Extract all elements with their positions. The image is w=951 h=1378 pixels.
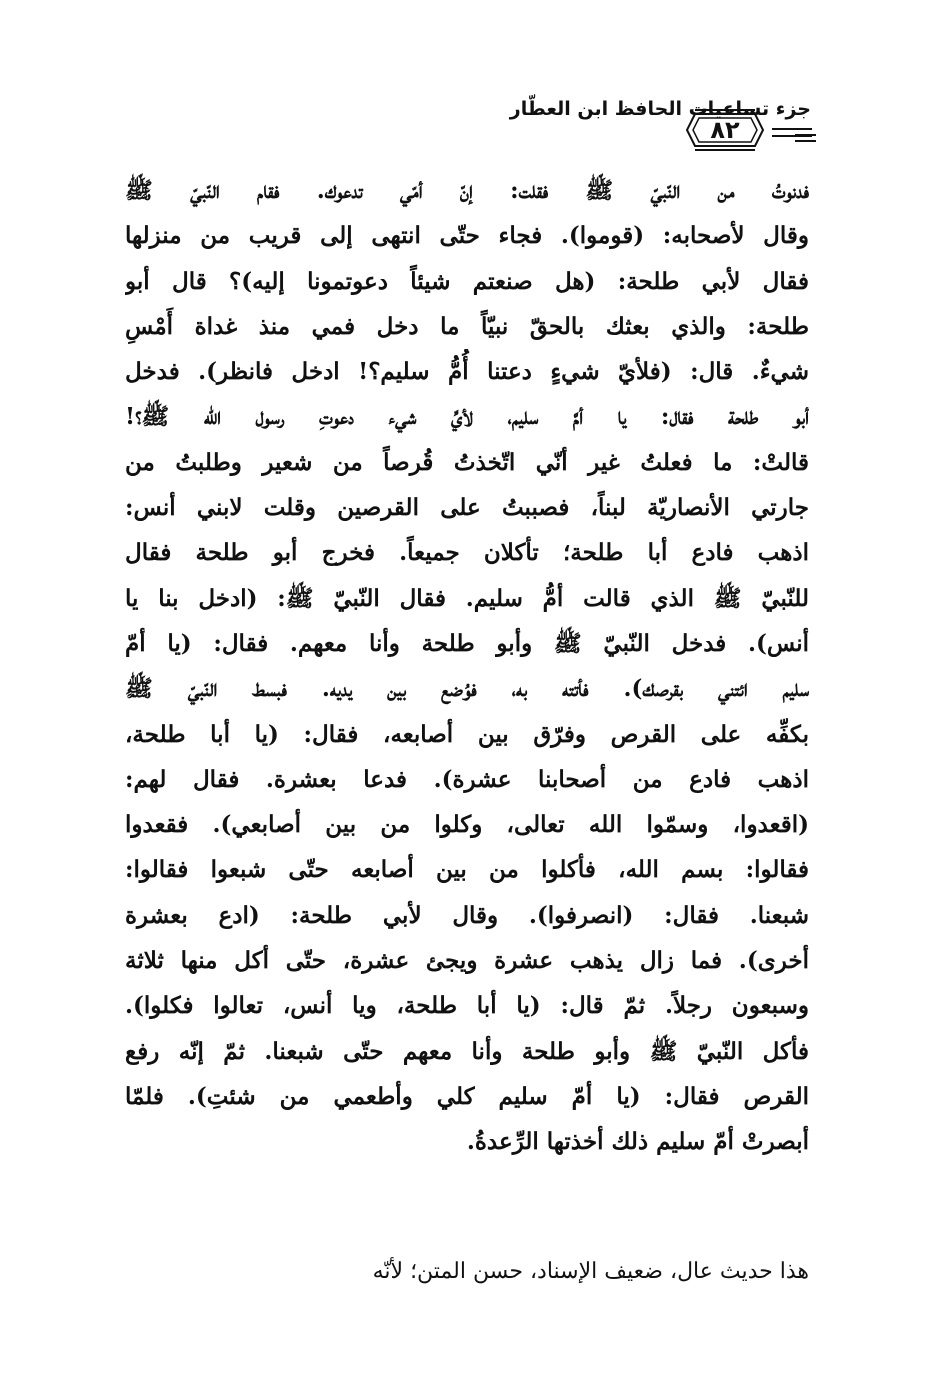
text-line: أخرى). فما زال يذهب عشرة ويجئ عشرة، حتّى أكل منها ثلاثة <box>125 947 809 975</box>
text-line: قالتْ: ما فعلتُ غير أنّي اتّخذتُ قُرصاً من شعير وطلبتُ من <box>125 448 809 476</box>
page-number-frame <box>685 108 765 152</box>
text-line: شيءٌ. قال: (فلأيّ شيءٍ دعتنا أُمُّ سليم؟! ادخل فانظر). فدخل <box>125 358 809 386</box>
text-line: سليم ائتني بقرصك). فأتته به، فوُضع بين يديه. فبسط النّبيّ ﷺ <box>125 675 809 703</box>
page-header <box>0 90 951 160</box>
commentary-line: هذا حديث عال، ضعيف الإسناد، حسن المتن؛ لأنّه <box>372 1259 809 1284</box>
text-line: طلحة: والذي بعثك بالحقّ نبيّاً ما دخل فمي منذ غداة أَمْسِ <box>125 312 809 340</box>
text-line: اذهب فادع من أصحابنا عشرة). فدعا بعشرة. فقال لهم: <box>125 765 809 793</box>
text-line: وقال لأصحابه: (قوموا). فجاء حتّى انتهى إلى قريب من منزلها <box>125 222 809 250</box>
page-number: ٨٢ <box>710 116 740 144</box>
header-side-rule <box>772 128 812 130</box>
main-text <box>125 168 809 1165</box>
text-line: جارتي الأنصاريّة لبناً، فصببتُ على القرصين وقلت لابني أنس: <box>125 494 809 522</box>
text-line: وسبعون رجلاً. ثمّ قال: (يا أبا طلحة، ويا أنس، تعالوا فكلوا). <box>125 992 809 1020</box>
running-title: جزء تساعيات الحافظ ابن العطّار <box>509 98 811 120</box>
text-line: بكفِّه على القرص وفرّق بين أصابعه، فقال: (يا أبا طلحة، <box>125 720 809 748</box>
text-line: فأكل النّبيّ ﷺ وأبو طلحة وأنا معهم حتّى شبعنا. ثمّ إنّه رفع <box>125 1037 809 1065</box>
text-line: أبصرتْ أمّ سليم ذلك أخذتها الرِّعدةُ. <box>466 1128 809 1156</box>
text-line: فقال لأبي طلحة: (هل صنعتم شيئاً دعوتمونا إليه)؟ قال أبو <box>125 267 809 295</box>
text-line: أنس). فدخل النّبيّ ﷺ وأبو طلحة وأنا معهم. فقال: (يا أمّ <box>125 629 809 657</box>
text-line: للنّبيّ ﷺ الذي قالت أمُّ سليم. فقال النّبيّ ﷺ: (ادخل بنا يا <box>125 584 809 612</box>
text-line: فقالوا: بسم الله، فأكلوا من بين أصابعه حتّى شبعوا فقالوا: <box>125 856 809 884</box>
text-line: (اقعدوا، وسمّوا الله تعالى، وكلوا من بين أصابعي). فقعدوا <box>125 811 809 839</box>
header-rule <box>795 140 816 142</box>
text-line: اذهب فادع أبا طلحة؛ تأكلان جميعاً. فخرج أبو طلحة فقال <box>125 539 809 567</box>
text-line: أبو طلحة فقال: يا أمَّ سليم، لأيِّ شيء دعوتِ رسول الله ﷺ؟! <box>125 403 809 431</box>
header-side-rule <box>772 135 812 137</box>
text-line: شبعنا. فقال: (انصرفوا). وقال لأبي طلحة: (ادع بعشرة <box>125 901 809 929</box>
text-line: فدنوتُ من النّبيّ ﷺ فقلت: إنّ أمّي تدعوك. فقام النّبيّ ﷺ <box>125 177 809 204</box>
text-line: القرص فقال: (يا أمّ سليم كلي وأطعمي من شئتِ). فلمّا <box>125 1082 809 1110</box>
